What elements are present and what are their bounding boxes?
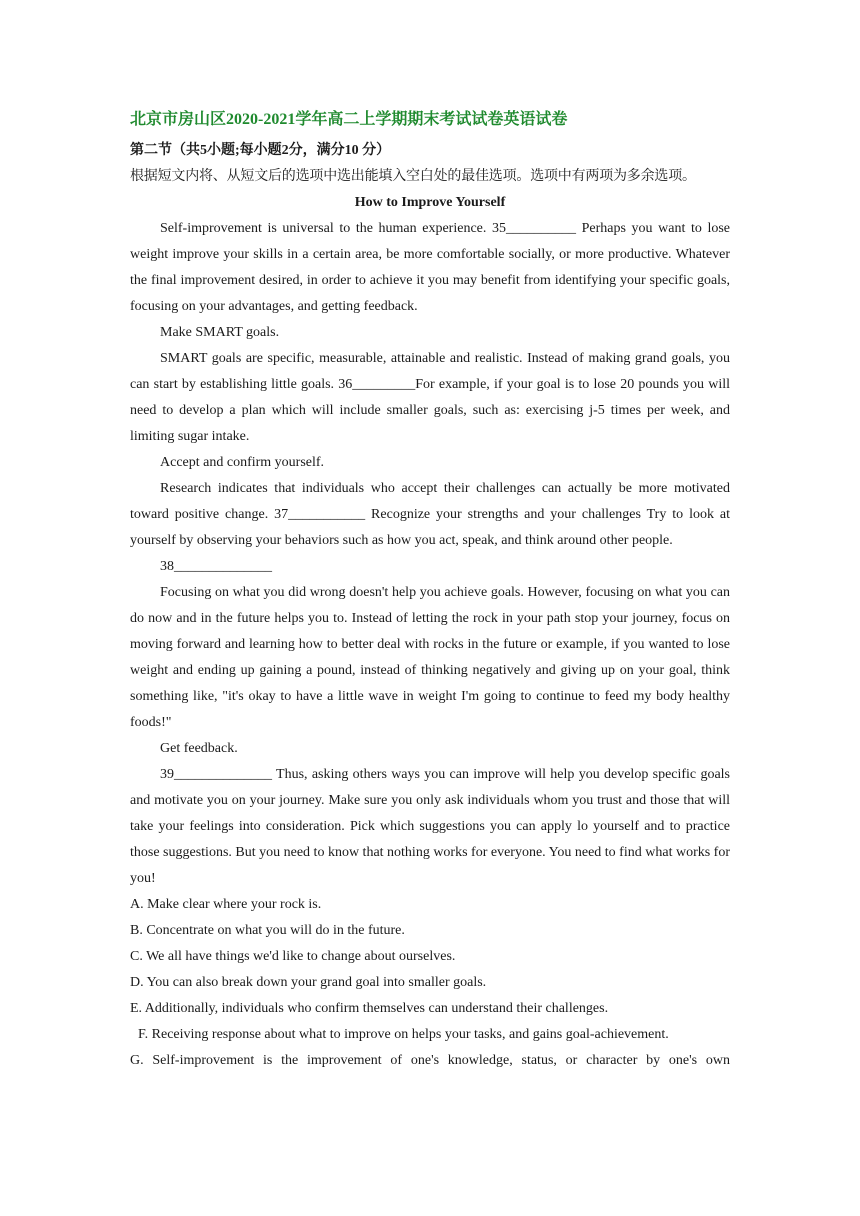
subheading-get-feedback: Get feedback. (160, 741, 238, 756)
paragraph-intro: Self-improvement is universal to the human experience. 35__________ Perhaps you want to lose weight improve your skills in a certain area, be more comfortable socially, or more productive. Whatever the final improvement desired, in order to achieve it you may benefit from identifying your specific goals, focusing on your advantages, and getting feedback. (130, 221, 730, 314)
document-title: 北京市房山区2020-2021学年高二上学期期末考试试卷英语试卷 (130, 111, 568, 128)
blank-38: 38______________ (160, 559, 272, 574)
option-c: C. We all have things we'd like to change about ourselves. (130, 949, 456, 964)
subheading-accept-yourself: Accept and confirm yourself. (160, 455, 325, 470)
section-heading: 第二节（共5小题;每小题2分，满分10 分） (130, 143, 391, 158)
option-g: G. Self-improvement is the improvement of one's knowledge, status, or character by one's own (130, 1053, 730, 1068)
option-e: E. Additionally, individuals who confirm themselves can understand their challenges. (130, 1001, 609, 1016)
paragraph-focus: Focusing on what you did wrong doesn't help you achieve goals. However, focusing on what you can do now and in the future helps you to. Instead of letting the rock in your path stop your journey, focus on moving forward and learning how to better deal with rocks in the future or example, if you wanted to lose weight and ending up gaining a pound, instead of thinking negatively and giving up on your goal, think something like, "it's okay to have a little wave in weight I'm going to continue to feed my body healthy foods!" (130, 585, 730, 730)
option-b: B. Concentrate on what you will do in the future. (130, 923, 405, 938)
paragraph-smart-goals: SMART goals are specific, measurable, attainable and realistic. Instead of making grand goals, you can start by establishing little goals. 36_________For example, if your goal is to lose 20 pounds you will need to develop a plan which will include smaller goals, such as: exercising j-5 times per week, and limiting sugar intake. (130, 351, 730, 444)
subheading-smart-goals: Make SMART goals. (160, 325, 280, 340)
option-a: A. Make clear where your rock is. (130, 897, 322, 912)
paragraph-accept-yourself: Research indicates that individuals who accept their challenges can actually be more motivated toward positive change. 37___________ Recognize your strengths and your challenges Try to look at yourself by observing your behaviors such as how you act, speak, and think around other people. (130, 481, 730, 548)
instructions: 根据短文内将、从短文后的选项中选出能填入空白处的最佳选项。选项中有两项为多余选项。 (130, 169, 696, 184)
passage-title: How to Improve Yourself (354, 195, 506, 210)
option-f: F. Receiving response about what to improve on helps your tasks, and gains goal-achievement. (138, 1027, 669, 1042)
option-d: D. You can also break down your grand goal into smaller goals. (130, 975, 487, 990)
paragraph-feedback: 39______________ Thus, asking others ways you can improve will help you develop specific goals and motivate you on your journey. Make sure you only ask individuals whom you trust and those that will take your feelings into consideration. Pick which suggestions you can apply lo yourself and to practice those suggestions. But you need to know that nothing works for everyone. You need to find what works for you! (130, 767, 730, 886)
document-page (130, 96, 730, 1074)
